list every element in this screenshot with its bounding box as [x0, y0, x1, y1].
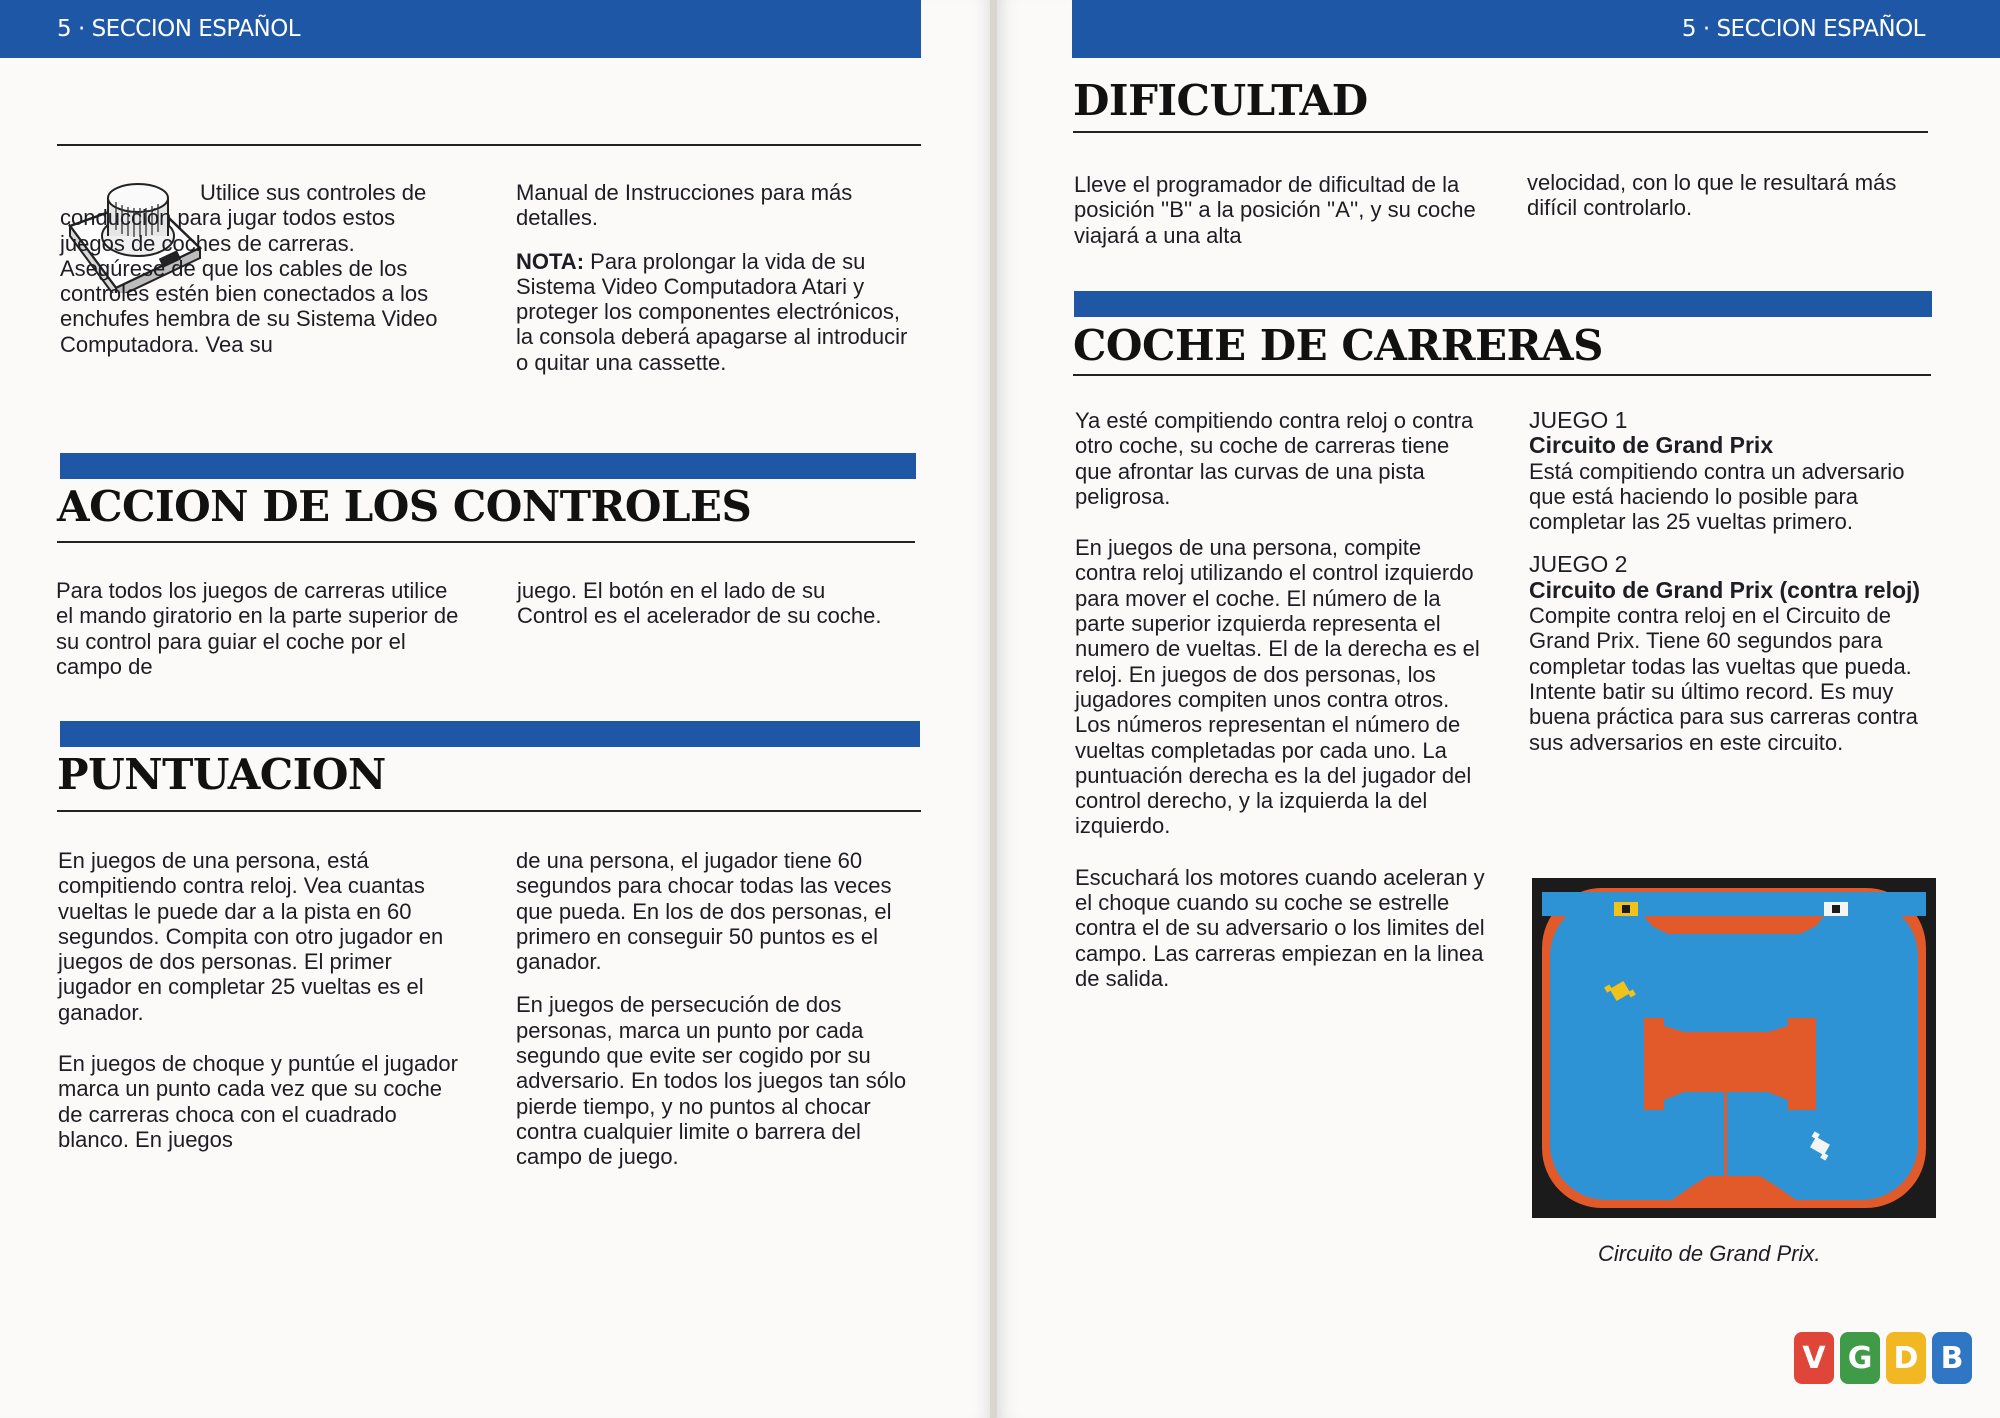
puntuacion-col-2: [516, 848, 916, 1188]
juego2-text: Compite contra reloj en el Circuito de Grand Prix. Tiene 60 segundos para completar todas las vueltas que pueda. Intente batir su último record. Es muy buena práctica para sus carreras contra sus adversarios en este circuito.: [1529, 603, 1918, 755]
game-screen-illustration: [1532, 878, 1936, 1218]
coche-heading: COCHE DE CARRERAS: [1073, 321, 1603, 370]
right-header-text: 5 · SECCION ESPAÑOL: [1681, 16, 1925, 42]
coche-col-1: [1075, 408, 1485, 1009]
puntuacion-col-1: [58, 848, 468, 1170]
puntuacion-text-4: En juegos de persecución de dos personas, marca un punto por cada segundo que evite ser cogido por su adversario. En todos los juegos tan sólo pierde tiempo, y no puntos al chocar contra cualquier limite o barrera del campo de juego.: [516, 992, 907, 1170]
coche-text-3: Escuchará los motores cuando aceleran y el choque cuando su coche se estrelle contra el de su adversario o los limites del campo. Las carreras empiezan en la linea de salida.: [1075, 864, 1485, 991]
puntuacion-blue-bar: [60, 721, 920, 747]
puntuacion-rule: [57, 810, 921, 812]
nota-text: Para prolongar la vida de su Sistema Video Computadora Atari y proteger los componentes electrónicos, la consola deberá apagarse al introducir o quitar una cassette.: [516, 248, 908, 375]
accion-col-2: [517, 578, 902, 647]
puntuacion-text-3: de una persona, el jugador tiene 60 segundos para chocar todas las veces que pueda. En los de dos personas, el primero en conseguir 50 puntos es el ganador.: [516, 848, 892, 975]
watermark-letter-d: D: [1886, 1332, 1926, 1384]
juego1-text: Está compitiendo contra un adversario que está haciendo lo posible para completar las 25 vueltas primero.: [1529, 458, 1905, 535]
dificultad-heading: DIFICULTAD: [1073, 76, 1368, 125]
vgdb-watermark: [1794, 1332, 1972, 1384]
dificultad-col-1: [1074, 172, 1494, 266]
dificultad-rule: [1073, 131, 1928, 133]
coche-blue-bar: [1074, 291, 1932, 317]
coche-text-1: Ya esté compitiendo contra reloj o contra otro coche, su coche de carreras tiene que afrontar las curvas de una pista peligrosa.: [1075, 408, 1474, 509]
right-header-bar: [1072, 0, 2000, 58]
watermark-letter-g: G: [1840, 1332, 1880, 1384]
puntuacion-text-1: En juegos de una persona, está compitiendo contra reloj. Vea cuantas vueltas le puede dar a la pista en 60 segundos. Compita con otro jugador en juegos de dos personas. El primer jugador en completar 25 vueltas es el ganador.: [58, 848, 444, 1025]
coche-col-2: [1529, 408, 1929, 773]
intro-text-2: Manual de Instrucciones para más detalles.: [516, 180, 853, 231]
coche-rule: [1073, 374, 1931, 376]
illustration-caption: Circuito de Grand Prix.: [1598, 1241, 1821, 1266]
left-header-text: 5 · SECCION ESPAÑOL: [57, 16, 301, 42]
intro-col-2: [516, 180, 916, 393]
dificultad-text-1: Lleve el programador de dificultad de la posición ''B'' a la posición ''A'', y su coche viajará a una alta: [1074, 172, 1476, 248]
left-page: [0, 0, 993, 1418]
puntuacion-heading: PUNTUACION: [57, 750, 386, 799]
right-page: [997, 0, 2000, 1418]
coche-text-2: En juegos de una persona, compite contra reloj utilizando el control izquierdo para mover el coche. El número de la parte superior izquierda representa el numero de vueltas. El de la derecha es el reloj. En juegos de dos personas, los jugadores compiten unos contra otros. Los números representan el número de vueltas completadas por cada uno. La puntuación derecha es la del jugador del control derecho, y la izquierda la del izquierdo.: [1075, 535, 1480, 839]
dificultad-col-2: [1527, 170, 1927, 239]
watermark-letter-v: V: [1794, 1332, 1834, 1384]
accion-rule: [57, 541, 915, 543]
watermark-letter-b: B: [1932, 1332, 1972, 1384]
accion-heading: ACCION DE LOS CONTROLES: [57, 482, 752, 531]
juego2-subtitle: Circuito de Grand Prix (contra reloj): [1529, 576, 1921, 603]
intro-rule: [57, 144, 921, 146]
accion-blue-bar: [60, 453, 916, 479]
dificultad-text-2: velocidad, con lo que le resultará más difícil controlarlo.: [1527, 170, 1897, 221]
left-header-bar: [0, 0, 921, 58]
puntuacion-text-2: En juegos de choque y puntúe el jugador marca un punto cada vez que su coche de carreras choca con el cuadrado blanco. En juegos: [58, 1051, 458, 1152]
juego2-title: JUEGO 2: [1529, 551, 1628, 578]
accion-text-1: Para todos los juegos de carreras utilice el mando giratorio en la parte superior de su control para guiar el coche por el campo de: [56, 578, 459, 679]
accion-col-1: [56, 578, 466, 697]
intro-col-1: [60, 180, 455, 375]
juego1-title: JUEGO 1: [1529, 407, 1628, 433]
nota-paragraph: [516, 249, 916, 375]
accion-text-2: juego. El botón en el lado de su Control es el acelerador de su coche.: [517, 578, 882, 629]
juego1-subtitle: Circuito de Grand Prix: [1529, 432, 1774, 459]
intro-text: Utilice sus controles de conducción para jugar todos estos juegos de coches de carreras. Asegúrese de que los cables de los controles estén bien conectados a los enchufes hembra de su Sistema Video Computadora. Vea su: [60, 180, 438, 357]
nota-label: NOTA:: [516, 248, 585, 274]
